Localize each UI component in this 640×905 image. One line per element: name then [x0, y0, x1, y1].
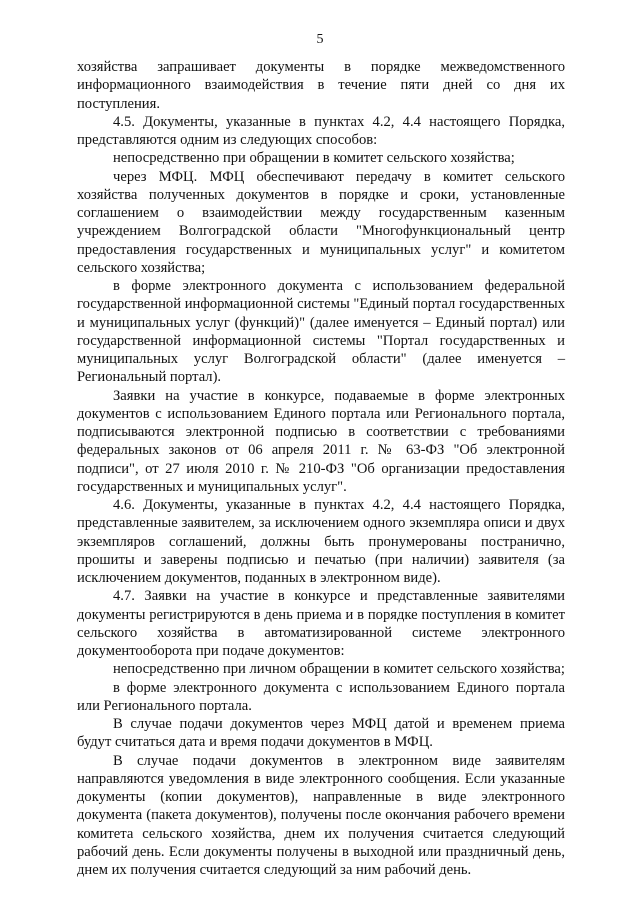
paragraph-electronic-form: в форме электронного документа с использованием федеральной государственной информационной системы "Единый портал государственных и муниципальных услуг (функций)" (далее именуется – Единый портал) или государственной информационной системы "Портал государственных и муниципальных услуг Волгоградской области" (далее именуется – Региональный портал).: [77, 278, 565, 386]
paragraph-personal-visit: непосредственно при личном обращении в комитет сельского хозяйства;: [113, 661, 565, 678]
paragraph-mfc-date: В случае подачи документов через МФЦ датой и временем приема будут считаться дата и время подачи документов в МФЦ.: [77, 716, 565, 751]
paragraph-mfc: через МФЦ. МФЦ обеспечивают передачу в комитет сельского хозяйства полученных документов в порядке и сроки, установленные соглашением о взаимодействии между государственным казенным учреждением Волгоградской области "Многофункциональный центр предоставления государственных и муниципальных услуг" и комитетом сельского хозяйства;: [77, 168, 565, 276]
paragraph-4-5: 4.5. Документы, указанные в пунктах 4.2, 4.4 настоящего Порядка, представляются одним из следующих способов:: [77, 113, 565, 148]
paragraph-direct-submission: непосредственно при обращении в комитет сельского хозяйства;: [113, 150, 515, 167]
paragraph-1: хозяйства запрашивает документы в порядке межведомственного информационного взаимодействия в течение пяти дней со дня их поступления.: [77, 59, 565, 112]
paragraph-4-7: 4.7. Заявки на участие в конкурсе и представленные заявителями документы регистрируются в день приема и в порядке поступления в комитет сельского хозяйства в автоматизированной системе электронного документооборота при подаче документов:: [77, 588, 565, 659]
paragraph-electronic-signature: Заявки на участие в конкурсе, подаваемые в форме электронных документов с использованием Единого портала или Регионального портала, подписываются электронной подписью в соответствии с требованиями федеральных законов от 06 апреля 2011 г. № 63-ФЗ "Об электронной подписи", от 27 июля 2010 г. № 210-ФЗ "Об организации предоставления государственных и муниципальных услуг".: [77, 387, 565, 495]
paragraph-electronic-portal: в форме электронного документа с использованием Единого портала или Регионального портала.: [77, 679, 565, 714]
document-body: [77, 58, 565, 879]
page-number: 5: [316, 32, 324, 47]
paragraph-4-6: 4.6. Документы, указанные в пунктах 4.2, 4.4 настоящего Порядка, представленные заявителем, за исключением одного экземпляра описи и двух экземпляров соглашений, должны быть пронумерованы постранично, прошиты и заверены подписью и печатью (при наличии) заявителя (за исключением документов, поданных в электронном виде).: [77, 497, 565, 586]
paragraph-electronic-notification: В случае подачи документов в электронном виде заявителям направляются уведомления в виде электронного сообщения. Если указанные документы (копии документов), направленные в виде электронного документа (пакета документов), получены после окончания рабочего времени комитета сельского хозяйства, днем их получения считается следующий рабочий день. Если документы получены в выходной или праздничный день, днем их получения считается следующий за ним рабочий день.: [77, 752, 565, 878]
